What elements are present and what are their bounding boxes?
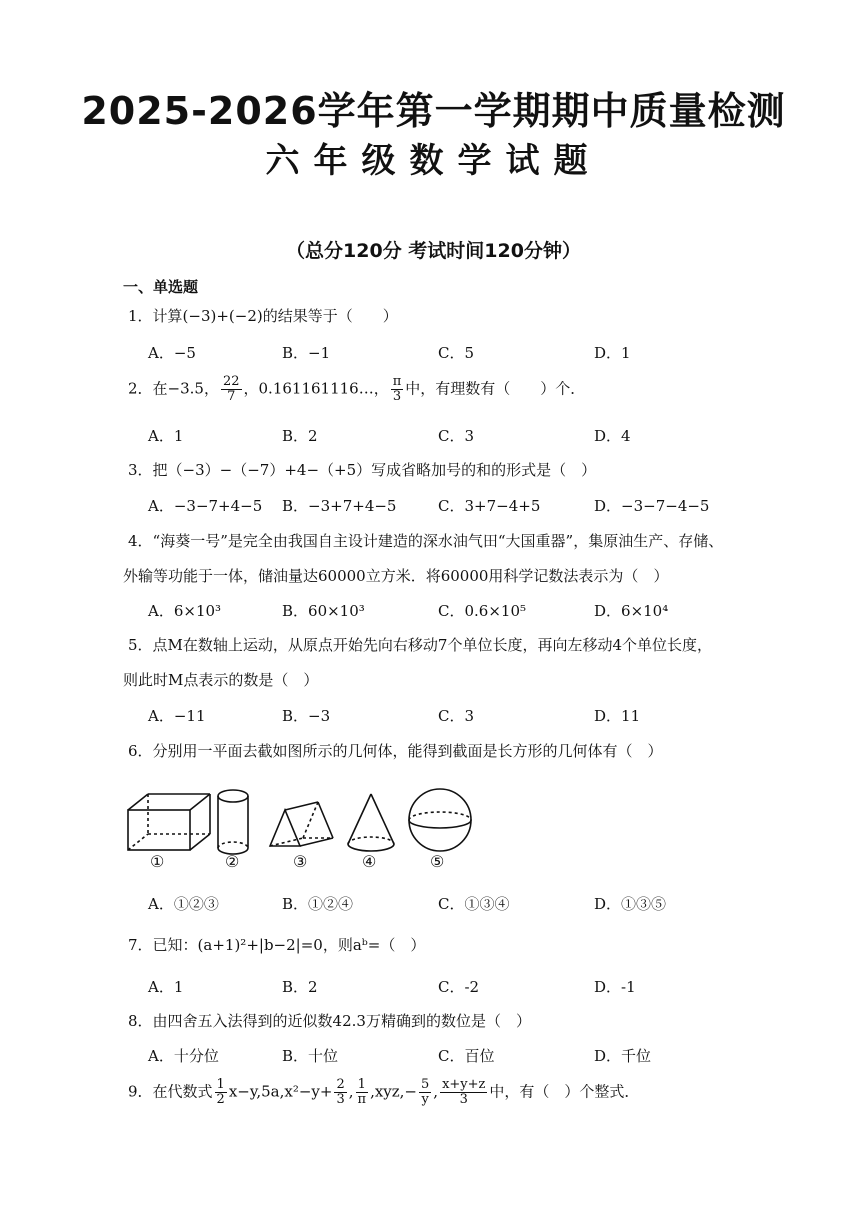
q1-option-b: B．−1 xyxy=(282,344,331,362)
q9-f2-den: 3 xyxy=(336,1092,345,1107)
figure-label-3: ③ xyxy=(293,852,308,871)
q2-fraction-pi-3 xyxy=(391,375,404,404)
question-5-line1: 5．点M在数轴上运动，从原点开始先向右移动7个单位长度，再向左移动4个单位长度， xyxy=(128,636,712,654)
q3-option-a: A．−3−7+4−5 xyxy=(148,497,263,515)
q3-option-b: B．−3+7+4−5 xyxy=(282,497,397,515)
q2-frac2-num: π xyxy=(392,374,402,389)
q2-frac1-num: 22 xyxy=(222,374,240,389)
question-4-line2: 外输等功能于一体，储油量达60000立方米．将60000用科学记数法表示为（ ） xyxy=(123,567,669,585)
q9-f2-num: 2 xyxy=(336,1077,345,1092)
q9-f5-num: x+y+z xyxy=(442,1077,486,1092)
q9-part4: , xyxy=(433,1082,439,1101)
q9-suffix: 中，有（ ）个整式． xyxy=(489,1082,640,1101)
q8-option-c: C．百位 xyxy=(438,1047,495,1065)
cone-figure xyxy=(348,794,394,851)
q5-option-b: B．−3 xyxy=(282,707,331,725)
q2-option-d: D．4 xyxy=(594,427,631,445)
q9-f3-num: 1 xyxy=(356,1078,369,1093)
q8-option-b: B．十位 xyxy=(282,1047,339,1065)
question-4-line1: 4．“海葵一号”是完全由我国自主设计建造的深水油气田“大国重器”，集原油生产、存储、 xyxy=(128,532,724,550)
q1-option-c: C．5 xyxy=(438,344,475,362)
q4-option-a: A．6×10³ xyxy=(148,602,222,620)
cuboid-figure xyxy=(128,794,210,850)
q7-option-b: B．2 xyxy=(282,978,318,996)
question-9 xyxy=(128,1078,639,1107)
q2-fraction-22-7 xyxy=(221,375,242,404)
q6-option-a: A．①②③ xyxy=(148,895,219,913)
q2-frac1-den: 7 xyxy=(227,389,236,404)
q7-option-d: D．-1 xyxy=(594,978,636,996)
q8-option-a: A．十分位 xyxy=(148,1047,219,1065)
figure-label-2: ② xyxy=(225,852,240,871)
question-1: 1．计算(−3)+(−2)的结果等于（ ） xyxy=(128,307,398,325)
question-6: 6．分别用一平面去截如图所示的几何体，能得到截面是长方形的几何体有（ ） xyxy=(128,742,663,760)
sphere-figure xyxy=(409,789,471,851)
q9-f1-den: 2 xyxy=(216,1092,225,1107)
exam-title-line2: 六年级数学试题 xyxy=(265,141,602,181)
q6-option-b: B．①②④ xyxy=(282,895,354,913)
q2-middle: ，0.161161116…， xyxy=(243,379,389,398)
q9-f4-den: y xyxy=(421,1092,429,1107)
q4-option-b: B．60×10³ xyxy=(282,602,365,620)
question-5-line2: 则此时M点表示的数是（ ） xyxy=(123,671,319,689)
q2-option-a: A．1 xyxy=(148,427,184,445)
q2-suffix: 中，有理数有（ ）个． xyxy=(405,379,586,398)
exam-subtitle: （总分120分 考试时间120分钟） xyxy=(286,240,581,262)
q9-prefix: 9．在代数式 xyxy=(128,1082,213,1101)
question-2 xyxy=(128,375,585,404)
figure-label-4: ④ xyxy=(362,852,377,871)
q9-part3: ,xyz,− xyxy=(370,1082,418,1101)
q9-f5-den: 3 xyxy=(459,1092,468,1107)
q9-fraction-2 xyxy=(334,1078,346,1107)
exam-title-line1: 2025-2026学年第一学期期中质量检测 xyxy=(81,89,786,133)
q9-fraction-1 xyxy=(215,1078,227,1107)
q2-option-b: B．2 xyxy=(282,427,318,445)
q9-fraction-3 xyxy=(356,1078,369,1107)
q1-option-d: D．1 xyxy=(594,344,631,362)
figure-label-1: ① xyxy=(150,852,165,871)
q6-option-d: D．①③⑤ xyxy=(594,895,667,913)
q9-fraction-5 xyxy=(440,1078,487,1107)
q4-option-c: C．0.6×10⁵ xyxy=(438,602,527,620)
q6-option-c: C．①③④ xyxy=(438,895,510,913)
question-8: 8．由四舍五入法得到的近似数42.3万精确到的数位是（ ） xyxy=(128,1012,531,1030)
q1-option-a: A．−5 xyxy=(148,344,196,362)
q7-option-c: C．-2 xyxy=(438,978,480,996)
q2-prefix: 2．在−3.5， xyxy=(128,379,219,398)
triangular-prism-figure xyxy=(270,802,333,846)
q2-frac2-den: 3 xyxy=(392,389,402,404)
q7-option-a: A．1 xyxy=(148,978,184,996)
q5-option-a: A．−11 xyxy=(148,707,206,725)
q3-option-d: D．−3−7−4−5 xyxy=(594,497,710,515)
q2-option-c: C．3 xyxy=(438,427,475,445)
q9-f3-den: π xyxy=(357,1092,367,1107)
cylinder-figure xyxy=(218,790,248,854)
section-heading: 一、单选题 xyxy=(123,278,199,296)
q9-f1-num: 1 xyxy=(216,1077,225,1092)
question-7: 7．已知：(a+1)²+|b−2|=0，则aᵇ=（ ） xyxy=(128,936,426,954)
q9-part1: x−y,5a,x²−y+ xyxy=(228,1082,333,1101)
q3-option-c: C．3+7−4+5 xyxy=(438,497,541,515)
q9-f4-num: 5 xyxy=(421,1077,430,1092)
q5-option-d: D．11 xyxy=(594,707,641,725)
q5-option-c: C．3 xyxy=(438,707,475,725)
question-3: 3．把（−3）−（−7）+4−（+5）写成省略加号的和的形式是（ ） xyxy=(128,461,597,479)
q4-option-d: D．6×10⁴ xyxy=(594,602,669,620)
q9-part2: , xyxy=(348,1082,354,1101)
q8-option-d: D．千位 xyxy=(594,1047,652,1065)
figure-label-5: ⑤ xyxy=(430,852,445,871)
q9-fraction-4 xyxy=(419,1078,431,1107)
